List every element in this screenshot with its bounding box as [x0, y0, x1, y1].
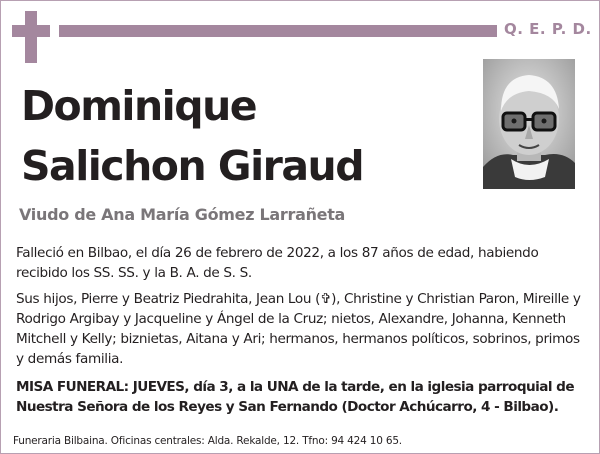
- portrait-photo: [483, 59, 575, 189]
- deceased-first-name: Dominique: [21, 82, 257, 130]
- family-paragraph: Sus hijos, Pierre y Beatriz Piedrahita, Jean Lou (✞), Christine y Christian Paron, Mireille y Rodrigo Argibay y Jacqueline y Ángel de la Cruz; nietos, Alexandre, Johanna, Kenneth Mitchell y Kelly; biznietas, Aitana y Ari; hermanos, hermanos políticos, sobrinos, primos y demás familia.: [16, 291, 581, 367]
- widower-subtitle: Viudo de Ana María Gómez Larrañeta: [19, 205, 346, 224]
- portrait-photo-icon: [483, 59, 575, 189]
- death-announcement-paragraph: Falleció en Bilbao, el día 26 de febrero de 2022, a los 87 años de edad, habiendo recibido los SS. SS. y la B. A. de S. S.: [16, 245, 539, 281]
- deceased-surnames: Salichon Giraud: [21, 142, 364, 190]
- funeral-home-footer: Funeraria Bilbaina. Oficinas centrales: Alda. Rekalde, 12. Tfno: 94 424 10 65.: [13, 435, 402, 447]
- header-divider-bar: [59, 25, 497, 37]
- funeral-mass-paragraph: MISA FUNERAL: JUEVES, día 3, a la UNA de la tarde, en la iglesia parroquial de Nuestra Señora de los Reyes y San Fernando (Doctor Achúcarro, 4 - Bilbao).: [16, 379, 575, 415]
- qepd-label: Q. E. P. D.: [504, 20, 592, 38]
- cross-icon: [12, 11, 50, 63]
